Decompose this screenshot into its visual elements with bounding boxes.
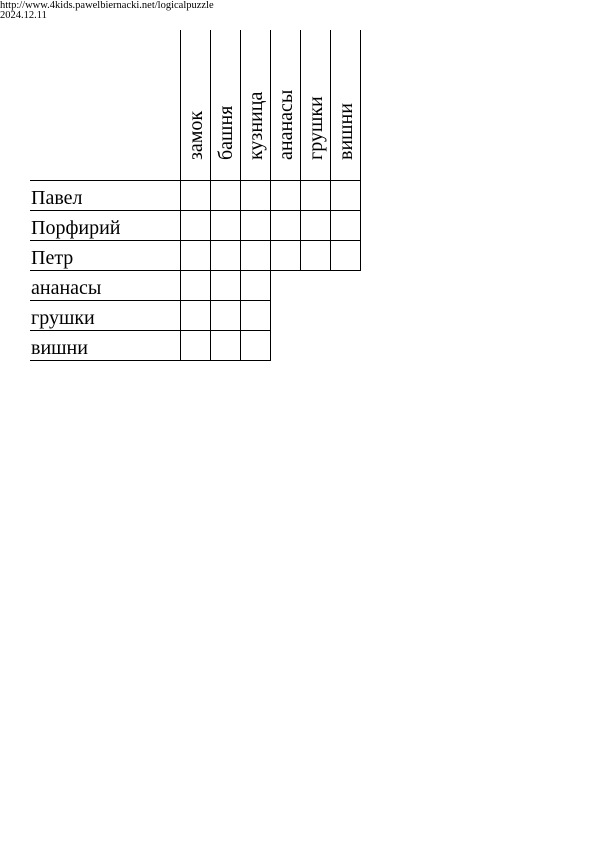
row-header-label: Павел [31,187,83,209]
grid-cell[interactable] [331,181,360,210]
grid-horizontal-line [30,270,361,271]
column-header [180,30,210,180]
grid-cell[interactable] [241,301,270,330]
grid-horizontal-line [30,180,361,181]
grid-horizontal-line [30,360,271,361]
grid-vertical-line [210,30,211,361]
column-header-label: вишни [335,103,357,160]
grid-horizontal-line [30,300,271,301]
grid-cell[interactable] [211,211,240,240]
row-header-label: грушки [31,307,95,329]
grid-cell[interactable] [181,331,210,360]
grid-cell[interactable] [211,301,240,330]
grid-cell[interactable] [181,271,210,300]
grid-vertical-line [300,30,301,271]
column-header-label: башня [215,105,237,160]
column-header [240,30,270,180]
grid-horizontal-line [30,330,271,331]
grid-cell[interactable] [271,211,300,240]
grid-cell[interactable] [181,241,210,270]
grid-cell[interactable] [241,211,270,240]
column-header-label: замок [185,110,207,160]
row-header-label: Петр [31,247,74,269]
grid-cell[interactable] [211,241,240,270]
grid-horizontal-line [30,210,361,211]
column-header [330,30,360,180]
column-header [300,30,330,180]
grid-vertical-line [240,30,241,361]
grid-cell[interactable] [271,181,300,210]
row-header-label: ананасы [31,277,102,299]
grid-cell[interactable] [301,211,330,240]
grid-vertical-line [330,30,331,271]
grid-cell[interactable] [271,241,300,270]
grid-vertical-line [180,30,181,361]
grid-cell[interactable] [301,241,330,270]
grid-cell[interactable] [241,271,270,300]
grid-horizontal-line [30,240,361,241]
grid-cell[interactable] [241,241,270,270]
puzzle-source-url: http://www.4kids.pawelbiernacki.net/logicalpuzzle [0,0,214,11]
grid-vertical-line [270,30,271,361]
column-header-label: кузница [245,91,267,160]
grid-cell[interactable] [331,211,360,240]
grid-cell[interactable] [181,301,210,330]
grid-cell[interactable] [211,271,240,300]
row-header-label: Порфирий [31,217,121,239]
column-header-label: ананасы [275,89,297,160]
column-header-label: грушки [305,96,327,160]
row-header-label: вишни [31,337,88,359]
column-header [270,30,300,180]
grid-cell[interactable] [181,181,210,210]
grid-cell[interactable] [331,241,360,270]
grid-cell[interactable] [181,211,210,240]
column-header [210,30,240,180]
puzzle-date: 2024.12.11 [0,10,47,21]
grid-cell[interactable] [211,181,240,210]
grid-cell[interactable] [301,181,330,210]
grid-cell[interactable] [241,181,270,210]
grid-cell[interactable] [211,331,240,360]
grid-vertical-line [360,30,361,271]
grid-cell[interactable] [241,331,270,360]
